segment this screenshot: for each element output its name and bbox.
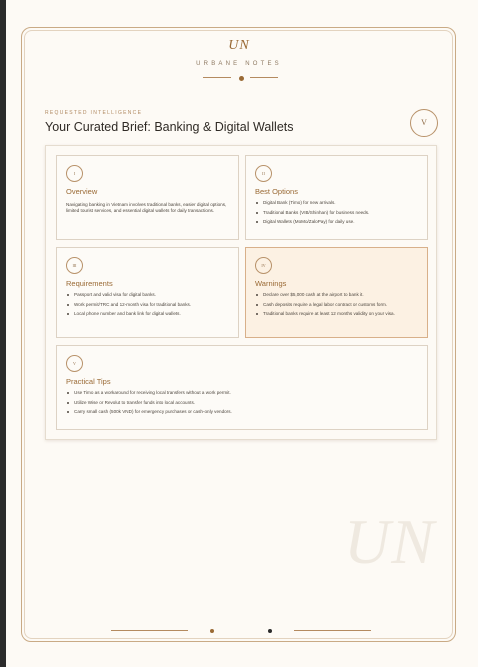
list-item: Cash deposits require a legal labor contract or customs form. xyxy=(255,302,415,308)
card-list xyxy=(66,292,191,321)
list-item: Utilize Wise or Revolut to transfer funds into local accounts. xyxy=(66,400,232,406)
list-item: Passport and valid visa for digital banks. xyxy=(66,292,191,298)
card-practical-tips xyxy=(56,345,428,430)
header-ornament-dot xyxy=(239,76,244,81)
footer-rule-right xyxy=(294,630,371,631)
card-list xyxy=(255,200,369,229)
brief-container xyxy=(45,145,437,440)
card-numeral: II xyxy=(255,165,272,182)
section-eyebrow: REQUESTED INTELLIGENCE xyxy=(45,110,143,116)
list-item: Local phone number and bank link for digital wallets. xyxy=(66,311,191,317)
list-item: Traditional Banks (VIB/Shinhan) for business needs. xyxy=(255,210,369,216)
card-warnings xyxy=(245,247,428,338)
card-numeral: V xyxy=(66,355,83,372)
header-rule-left xyxy=(203,77,231,78)
card-numeral: III xyxy=(66,257,83,274)
footer-dot-accent xyxy=(210,629,214,633)
card-requirements xyxy=(56,247,239,338)
footer-dot-dark xyxy=(268,629,272,633)
brand-logo: UN xyxy=(228,38,250,53)
list-item: Traditional banks require at least 12 months validity on your visa. xyxy=(255,311,415,317)
card-numeral: IV xyxy=(255,257,272,274)
card-title: Practical Tips xyxy=(66,377,111,386)
card-title: Best Options xyxy=(255,187,298,196)
list-item: Work permit/TRC and 12-month visa for traditional banks. xyxy=(66,302,191,308)
list-item: Use Timo as a workaround for receiving local transfers without a work permit. xyxy=(66,390,232,396)
header-rule-right xyxy=(250,77,278,78)
card-text: Navigating banking in Vietnam involves traditional banks, easier digital options, limited tourist services, and essential digital wallets for daily transactions. xyxy=(66,202,227,213)
card-title: Overview xyxy=(66,187,98,196)
card-overview xyxy=(56,155,239,240)
list-item: Digital Wallets (MoMo/ZaloPay) for daily use. xyxy=(255,219,369,225)
card-list xyxy=(255,292,415,321)
brand-name: URBANE NOTES xyxy=(196,61,282,67)
footer-rule-left xyxy=(111,630,188,631)
page-title: Your Curated Brief: Banking & Digital Wallets xyxy=(45,120,294,134)
list-item: Digital Bank (Timo) for new arrivals. xyxy=(255,200,369,206)
list-item: Carry small cash (500k VND) for emergency purchases or cash-only vendors. xyxy=(66,409,232,415)
list-item: Declare over $5,000 cash at the airport to bank it. xyxy=(255,292,415,298)
section-badge: V xyxy=(410,109,438,137)
card-best-options xyxy=(245,155,428,240)
watermark-logo: UN xyxy=(344,506,435,577)
card-list xyxy=(66,390,232,419)
card-title: Requirements xyxy=(66,279,113,288)
card-numeral: I xyxy=(66,165,83,182)
card-title: Warnings xyxy=(255,279,287,288)
